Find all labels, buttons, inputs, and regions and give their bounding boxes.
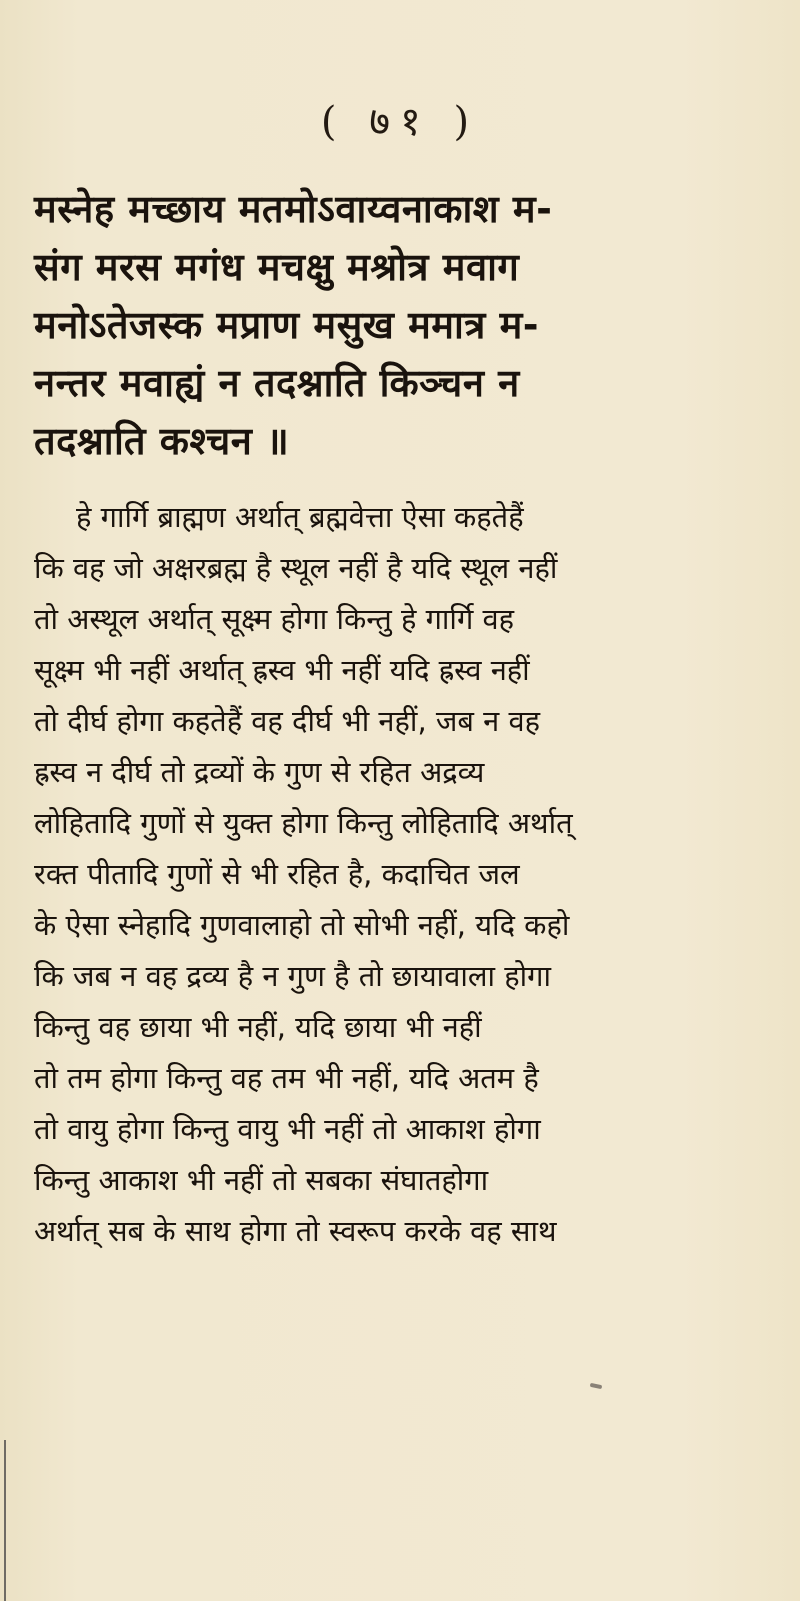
commentary-line: सूक्ष्म भी नहीं अर्थात् ह्रस्व भी नहीं यदि ह्रस्व नहीं <box>34 653 530 687</box>
verse-line: तदश्नाति कश्चन ॥ <box>34 419 290 463</box>
page-edge-line <box>4 1440 6 1601</box>
commentary-line: रक्त पीतादि गुणों से भी रहित है, कदाचित जल <box>34 857 520 891</box>
page-number: ( ७१ ) <box>320 99 480 145</box>
verse-line: मस्नेह मच्छाय मतमोऽवाय्वनाकाश म- <box>34 187 553 231</box>
commentary-line: किन्तु आकाश भी नहीं तो सबका संघातहोगा <box>34 1163 489 1197</box>
ink-speck <box>590 1383 603 1389</box>
commentary-line: अर्थात् सब के साथ होगा तो स्वरूप करके वह साथ <box>34 1214 557 1248</box>
commentary-line: के ऐसा स्नेहादि गुणवालाहो तो सोभी नहीं, यदि कहो <box>34 908 570 942</box>
commentary-line: हे गार्गि ब्राह्मण अर्थात् ब्रह्मवेत्ता ऐसा कहतेहैं <box>76 500 524 534</box>
commentary-line: तो दीर्घ होगा कहतेहैं वह दीर्घ भी नहीं, जब न वह <box>34 704 541 738</box>
verse-line: नन्तर मवाह्यं न तदश्नाति किञ्चन न <box>34 361 520 405</box>
sanskrit-verse-block <box>34 180 769 470</box>
commentary-line: कि वह जो अक्षरब्रह्म है स्थूल नहीं है यदि स्थूल नहीं <box>34 551 558 585</box>
verse-line: मनोऽतेजस्क मप्राण मसुख ममात्र म- <box>34 303 540 347</box>
commentary-line: तो अस्थूल अर्थात् सूक्ष्म होगा किन्तु हे गार्गि वह <box>34 602 515 636</box>
commentary-line: ह्रस्व न दीर्घ तो द्रव्यों के गुण से रहित अद्रव्य <box>34 755 485 789</box>
commentary-line: किन्तु वह छाया भी नहीं, यदि छाया भी नहीं <box>34 1010 482 1044</box>
verse-line: संग मरस मगंध मचक्षु मश्रोत्र मवाग <box>34 245 520 289</box>
commentary-line: तो वायु होगा किन्तु वायु भी नहीं तो आकाश होगा <box>34 1112 541 1146</box>
commentary-line: तो तम होगा किन्तु वह तम भी नहीं, यदि अतम है <box>34 1061 539 1095</box>
commentary-block <box>34 492 769 1257</box>
commentary-line: लोहितादि गुणों से युक्त होगा किन्तु लोहितादि अर्थात् <box>34 806 573 840</box>
commentary-line: कि जब न वह द्रव्य है न गुण है तो छायावाला होगा <box>34 959 551 993</box>
